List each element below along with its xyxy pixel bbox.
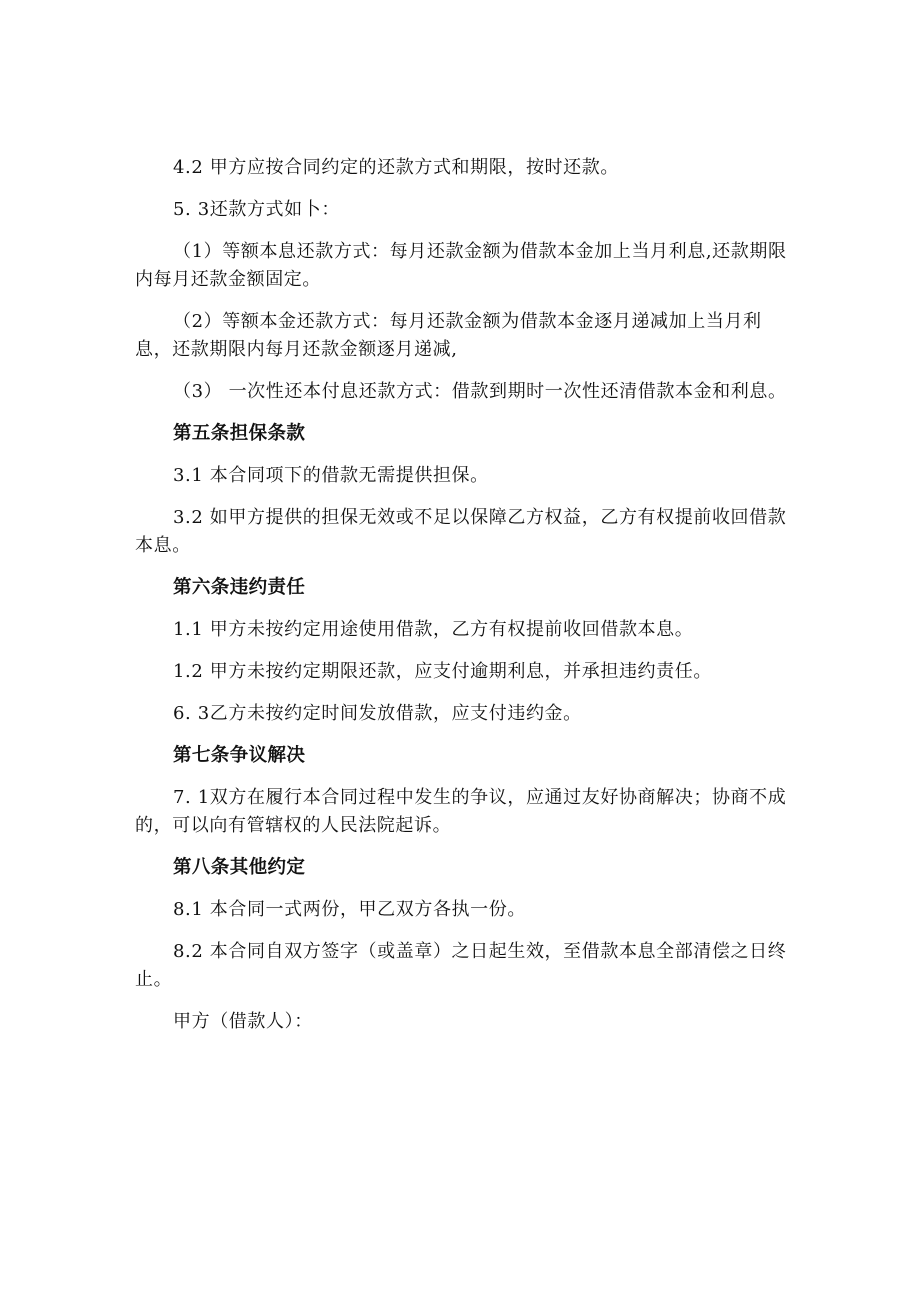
article-5-clause-2: 3.2 如甲方提供的担保无效或不足以保障乙方权益，乙方有权提前收回借款本息。 [135, 507, 787, 556]
article-8-clause-1: 8.1 本合同一式两份，甲乙双方各执一份。 [173, 899, 526, 920]
clause-5-3: 5. 3还款方式如卜： [173, 199, 340, 220]
article-6-heading: 第六条违约责任 [173, 577, 306, 598]
article-6-clause-2: 1.2 甲方未按约定期限还款，应支付逾期利息，并承担违约责任。 [173, 661, 712, 682]
article-5-heading: 第五条担保条款 [173, 423, 306, 444]
article-8-heading: 第八条其他约定 [173, 857, 306, 878]
party-a-signature-line: 甲方（借款人）： [173, 1011, 313, 1032]
article-8-clause-2: 8.2 本合同自双方签字（或盖章）之日起生效，至借款本息全部清偿之日终止。 [135, 941, 787, 990]
repayment-option-3: （3） 一次性还本付息还款方式：借款到期时一次性还清借款本金和利息。 [173, 381, 787, 402]
repayment-option-2: （2）等额本金还款方式：每月还款金额为借款本金逐月递减加上当月利息，还款期限内每月还款金额逐月递减, [135, 311, 762, 360]
clause-4-2: 4.2 甲方应按合同约定的还款方式和期限，按时还款。 [173, 157, 619, 178]
contract-body [135, 154, 795, 1054]
repayment-option-1: （1）等额本息还款方式：每月还款金额为借款本金加上当月利息,还款期限内每月还款金额固定。 [135, 241, 787, 290]
article-6-clause-3: 6. 3乙方未按约定时间发放借款，应支付违约金。 [173, 703, 582, 724]
article-5-clause-1: 3.1 本合同项下的借款无需提供担保。 [173, 465, 489, 486]
article-7-clause-1: 7. 1双方在履行本合同过程中发生的争议，应通过友好协商解决；协商不成的，可以向有管辖权的人民法院起诉。 [135, 787, 787, 836]
article-6-clause-1: 1.1 甲方未按约定用途使用借款，乙方有权提前收回借款本息。 [173, 619, 694, 640]
article-7-heading: 第七条争议解决 [173, 745, 306, 766]
